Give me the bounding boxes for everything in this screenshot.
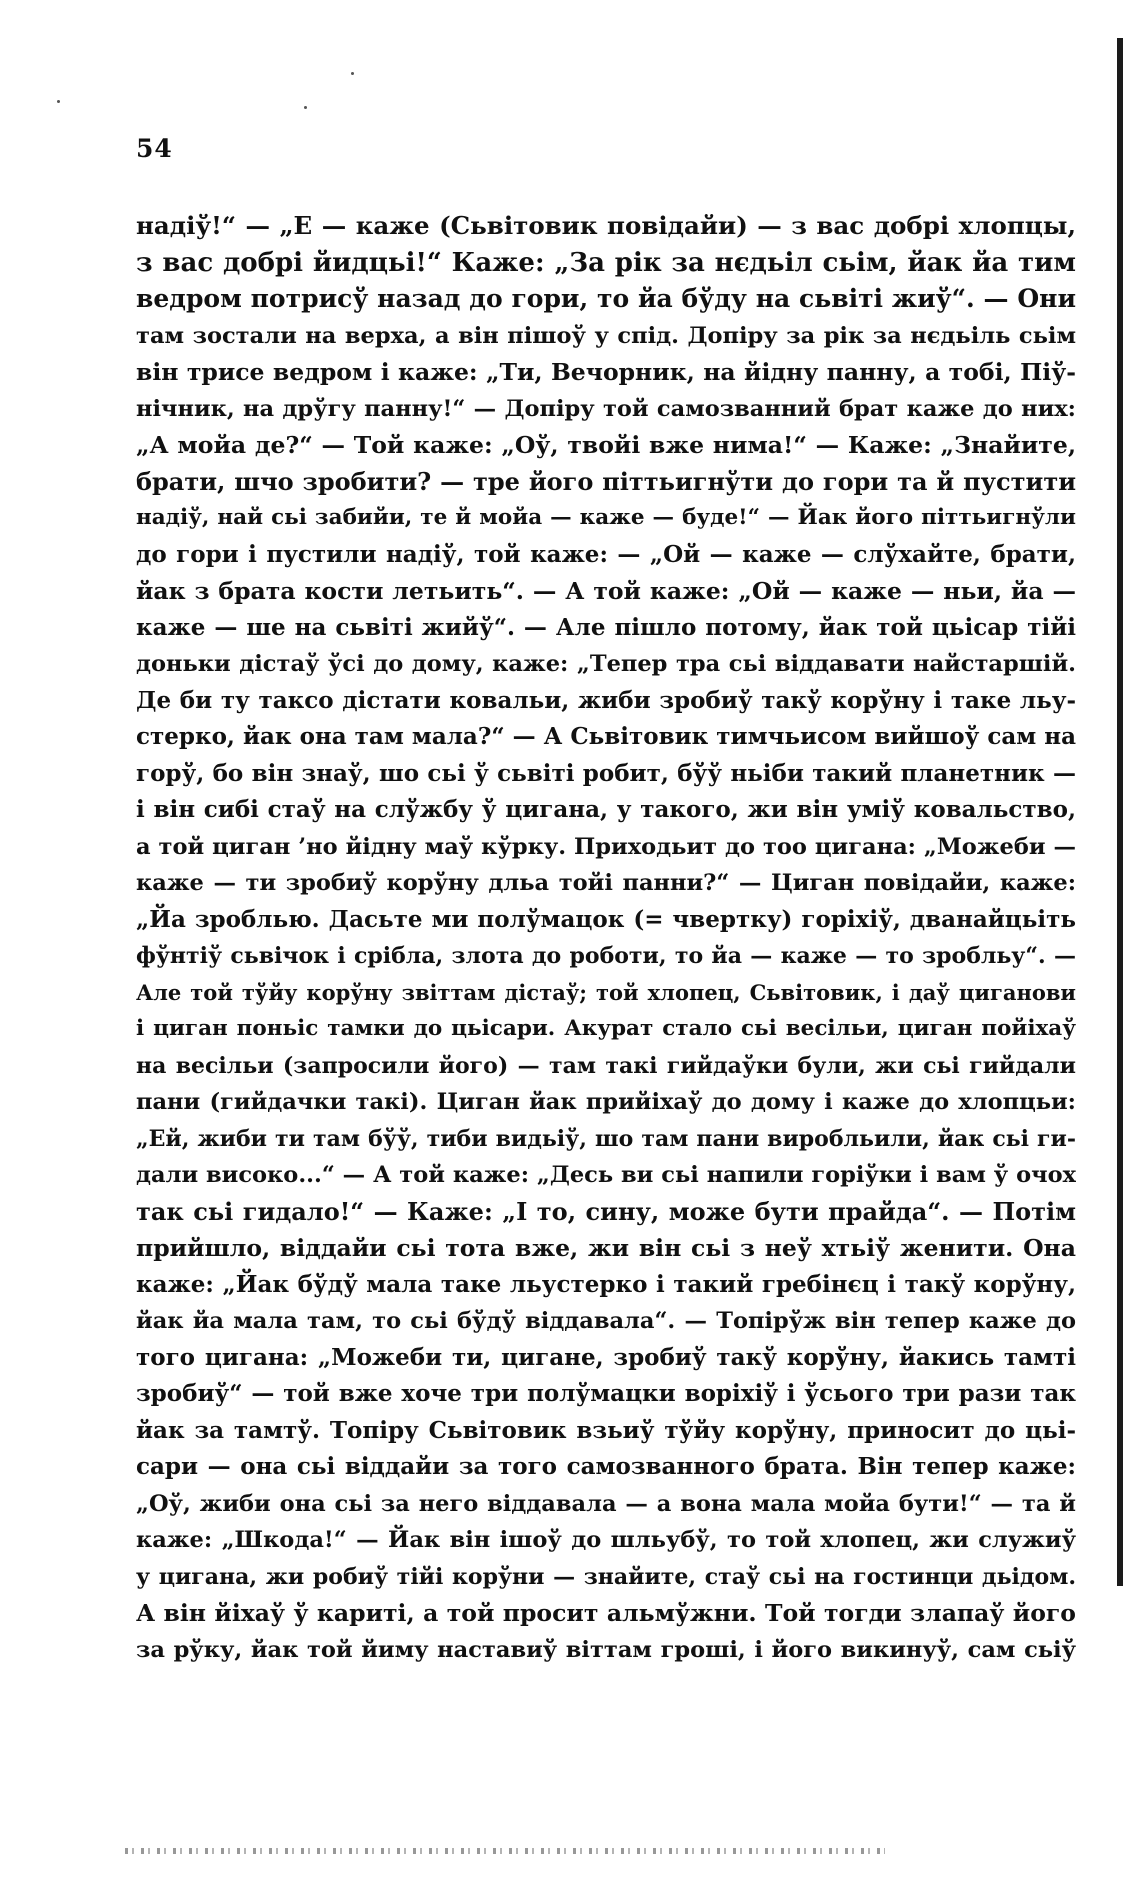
text-line: він трисе ведром і каже: „Ти, Вечорник, на йідну панну, а тобі, Піў- <box>136 358 1076 386</box>
text-line: того цигана: „Можеби ти, цигане, зробиў такў корўну, йакись тамті <box>136 1343 1076 1371</box>
text-line: А він йіхаў ў кариті, а той просит альмўжни. Той тогди злапаў його <box>136 1599 1076 1627</box>
text-line: „Оў, жиби она сьі за него віддавала — а вона мала мойа бути!“ — та й <box>136 1490 1076 1517</box>
text-line: стерко, йак она там мала?“ — А Сьвітовик тимчьисом вийшоў сам на <box>136 723 1076 750</box>
text-line: горў, бо він знаў, шо сьі ў сьвіті робит, бўў ньіби такий планетник — <box>136 759 1076 787</box>
text-line: „Йа зроблью. Дасьте ми полўмацок (= чвертку) горіхіў, дванайцьіть <box>136 905 1076 933</box>
scan-speck <box>304 106 307 109</box>
text-line: йак з брата кости летьить“. — А той каже: „Ой — каже — ньи, йа — <box>136 577 1076 605</box>
text-line: каже — ше на сьвіті жийў“. — Але пішло потому, йак той цьісар тійі <box>136 613 1076 641</box>
scan-speck <box>57 100 60 103</box>
text-line: каже: „Шкода!“ — Йак він ішоў до шльубў, то той хлопец, жи служиў <box>136 1527 1076 1553</box>
text-line: „Ей, жиби ти там бўў, тиби видьіў, шо там пани виробльили, йак сьі ги- <box>136 1125 1076 1152</box>
text-line: доньки дістаў ўсі до дому, каже: „Тепер тра сьі віддавати найстаршій. <box>136 651 1076 677</box>
text-line: фўнтіў сьвічок і срібла, злота до роботи, то йа — каже — то зробльу“. — <box>136 943 1076 969</box>
text-line: „А мойа де?“ — Той каже: „Оў, твойі вже нима!“ — Каже: „Знайите, <box>136 431 1076 459</box>
text-line: брати, шчо зробити? — тре його піттьигнўти до гори та й пустити <box>136 466 1076 496</box>
text-line: у цигана, жи робиў тійі корўни — знайите, стаў сьі на гостинци дьідом. <box>136 1563 1076 1590</box>
text-line: дали високо...“ — А той каже: „Десь ви сьі напили горіўки і вам ў очох <box>136 1162 1076 1188</box>
text-line: йак за тамтў. Топіру Сьвітовик взьиў тўйу корўну, приносит до цьі- <box>136 1416 1076 1444</box>
text-line: і він сибі стаў на слўжбу ў цигана, у такого, жи він уміў ковальство, <box>136 796 1076 823</box>
text-line: і циган поньіс тамки до цьісари. Акурат стало сьі весільи, циган пойіхаў <box>136 1016 1076 1041</box>
text-line: там зостали на верха, а він пішоў у спід. Допіру за рік за нєдьіль сьім <box>136 322 1076 349</box>
text-line: нічник, на дрўгу панну!“ — Допіру той самозванний брат каже до них: <box>136 395 1076 422</box>
text-line: з вас добрі йидцьі!“ Каже: „За рік за нєдьіл сьім, йак йа тим <box>136 247 1076 278</box>
text-line: сари — она сьі віддайи за того самозванного брата. Він тепер каже: <box>136 1453 1076 1480</box>
text-line: йак йа мала там, то сьі бўдў віддавала“. — Топірўж він тепер каже до <box>136 1308 1076 1334</box>
body-text <box>136 208 1076 1668</box>
scan-edge-rule <box>1117 38 1123 1586</box>
text-line: каже — ти зробиў корўну дльа тойі панни?“ — Циган повідайи, каже: <box>136 870 1076 896</box>
text-line: надіў, най сьі забийи, те й мойа — каже — буде!“ — Йак його піттьигнўли <box>136 505 1076 530</box>
text-line: пани (гийдачки такі). Циган йак прийіхаў до дому і каже до хлопцьи: <box>136 1089 1076 1115</box>
text-line: на весільи (запросили його) — там такі гийдаўки були, жи сьі гийдали <box>136 1052 1076 1079</box>
text-line: зробиў“ — той вже хоче три полўмацки ворiхіў і ўсього три рази так <box>136 1380 1076 1407</box>
text-line: Де би ту таксо дістати ковальи, жиби зробиў такў корўну і таке льу- <box>136 686 1076 714</box>
scan-speck <box>351 72 354 75</box>
text-line: ведром потрисў назад до гори, то йа бўду на сьвіті жиў“. — Они <box>136 284 1076 313</box>
text-line: Але той тўйу корўну звіттам дістаў; той хлопец, Сьвітовик, і даў циганови <box>136 979 1076 1005</box>
text-line: прийшло, віддайи сьі тота вже, жи він сьі з неў хтьіў женити. Она <box>136 1234 1076 1262</box>
scan-bottom-noise <box>125 1848 885 1854</box>
text-line: до гори і пустили надіў, той каже: — „Ой — каже — слўхайте, брати, <box>136 540 1076 568</box>
text-line: каже: „Йак бўдў мала таке льустерко і такий гребінєц і такў корўну, <box>136 1270 1076 1298</box>
text-line: а той циган ’но йідну маў кўрку. Приходьит до тоо цигана: „Можеби — <box>136 833 1076 860</box>
page-number: 54 <box>136 134 173 163</box>
text-line: так сьі гидало!“ — Каже: „І то, сину, може бути прайда“. — Потім <box>136 1196 1076 1226</box>
text-line: за рўку, йак той йиму наставиў віттам гроші, і його викинуў, сам сьіў <box>136 1636 1076 1663</box>
text-line: надіў!“ — „Е — каже (Сьвітовик повідайи) — з вас добрі хлопцы, <box>136 211 1076 240</box>
